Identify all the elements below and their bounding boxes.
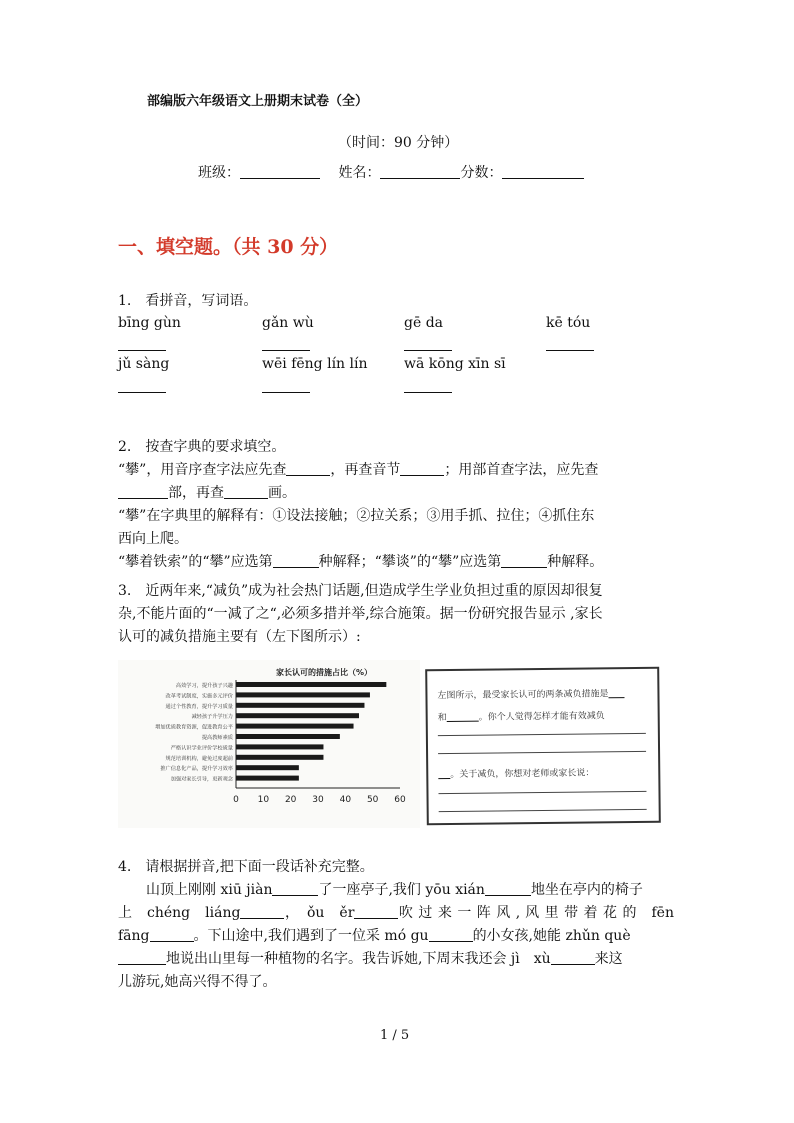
q2-line-1: “攀”，用音序查字法应先查 ，再查音节 ；用部首查字法，应先查 xyxy=(118,462,599,478)
bar-chart-svg xyxy=(118,660,420,828)
score-label: 分数： xyxy=(460,165,503,181)
chart-bar xyxy=(236,744,323,749)
q1-pinyin-3: gē da xyxy=(404,315,444,331)
chart-x-tick-label: 60 xyxy=(394,795,406,805)
page-number: 1 / 5 xyxy=(380,1028,410,1043)
bar-chart xyxy=(118,660,420,828)
class-label: 班级： xyxy=(198,165,240,181)
q1-answer-blank-4[interactable] xyxy=(546,349,594,351)
chart-category-label: 推广信息化产品，提升学习效率 xyxy=(160,766,233,773)
q4-line-2: 上 chéng liáng ， ǒu ěr 吹 过 来 一 阵 风 , 风 里 带 着 花 的 fēn xyxy=(118,905,674,921)
chart-x-tick-label: 10 xyxy=(257,795,270,805)
q4-prompt: 4. 请根据拼音,把下面一段话补充完整。 xyxy=(118,859,374,875)
q1-pinyin-2: gǎn wù xyxy=(262,315,314,331)
q1-pinyin-7: wā kōng xīn sī xyxy=(404,356,506,372)
q2-block xyxy=(118,436,674,574)
chart-bar xyxy=(236,724,354,729)
score-blank[interactable] xyxy=(502,164,584,179)
q4-blank-mogu[interactable] xyxy=(429,927,473,942)
q2-blank-meaning-1[interactable] xyxy=(273,553,319,568)
q2-blank-letter[interactable] xyxy=(286,461,330,476)
chart-x-tick-label: 0 xyxy=(233,795,239,805)
chart-category-label: 严格认识学业评价学校质量 xyxy=(170,745,233,752)
chart-bar xyxy=(236,703,364,708)
q1-answer-blank-7[interactable] xyxy=(404,391,452,393)
chart-bar xyxy=(236,692,370,697)
q4-blank-jixu[interactable] xyxy=(551,950,595,965)
section-title: 一、填空题。（共 30 分） xyxy=(118,236,339,258)
q3-box-line-1: 左图所示，最受家长认可的两条减负措施是 xyxy=(437,686,624,701)
chart-x-tick-label: 20 xyxy=(284,795,297,805)
q1-answer-blank-3[interactable] xyxy=(404,349,452,351)
chart-category-label: 规范培训机构，避免过度超前 xyxy=(165,755,233,762)
q3-box-write-line-4[interactable] xyxy=(439,809,647,812)
q4-blank-chengliang[interactable] xyxy=(240,904,284,919)
q4-blank-ouer[interactable] xyxy=(354,904,398,919)
chart-bar xyxy=(236,734,340,739)
q2-prompt: 2. 按查字典的要求填空。 xyxy=(118,439,286,455)
chart-bar xyxy=(236,776,299,781)
q1-pinyin-4: kē tóu xyxy=(546,315,591,331)
q1-answer-blank-6[interactable] xyxy=(262,391,310,393)
q3-box-line-2: 和 。你个人觉得怎样才能有效减负 xyxy=(437,711,605,724)
name-blank[interactable] xyxy=(380,164,460,179)
q2-line-5: “攀着铁索”的“攀”应选第 种解释；“攀谈”的“攀”应选第 种解释。 xyxy=(118,554,604,570)
q4-line-3: fāng 。下山途中,我们遇到了一位采 mó gu 的小女孩,她能 zhǔn què xyxy=(118,928,631,944)
q1-answer-blank-5[interactable] xyxy=(118,391,166,393)
q4-blank-zhunque[interactable] xyxy=(118,950,166,965)
chart-x-tick-label: 50 xyxy=(366,795,379,805)
chart-bar xyxy=(236,755,323,760)
q3-box-write-line-1[interactable] xyxy=(438,733,646,736)
class-blank[interactable] xyxy=(240,164,320,179)
q3-line-3: 认可的减负措施主要有（左下图所示）: xyxy=(118,629,361,645)
q4-line-1: 山顶上刚刚 xiū jiàn 了一座亭子,我们 yōu xián 地坐在亭内的椅子 xyxy=(146,882,643,898)
q3-answer-box xyxy=(425,667,661,825)
q1-pinyin-5: jǔ sàng xyxy=(118,356,170,372)
chart-category-label: 高效学习，提升孩子兴趣 xyxy=(175,683,233,689)
chart-category-label: 改革考试制度，实施多元评价 xyxy=(165,693,233,700)
exam-time: （时间：90 分钟） xyxy=(338,135,459,151)
q3-line-2: 杂,不能片面的“一减了之“,必须多措并举,综合施策。据一份研究报告显示 ,家长 xyxy=(118,606,603,622)
q3-block xyxy=(118,580,674,649)
q3-box-line-3: 。关于减负，你想对老师或家长说： xyxy=(438,765,594,780)
chart-x-tick-label: 40 xyxy=(339,795,352,805)
q4-blank-youxian[interactable] xyxy=(485,881,531,896)
q3-box-blank-1[interactable] xyxy=(608,688,624,698)
q1-answer-blank-1[interactable] xyxy=(118,349,166,351)
q2-line-2: 部，再查 画。 xyxy=(118,482,674,505)
q4-blank-xiujian[interactable] xyxy=(272,881,318,896)
q4-blank-fenfang[interactable] xyxy=(150,927,194,942)
q3-box-write-line-2[interactable] xyxy=(438,751,646,754)
q2-blank-syllable[interactable] xyxy=(400,461,444,476)
q2-blank-meaning-2[interactable] xyxy=(501,553,547,568)
chart-category-label: 增加优质教育资源，促进教育公平 xyxy=(155,724,233,731)
q1-pinyin-6: wēi fēng lín lín xyxy=(262,356,368,372)
student-info-line xyxy=(198,162,584,182)
chart-category-label: 提高教师素质 xyxy=(201,735,233,741)
chart-title: 家长认可的措施占比（%） xyxy=(276,668,373,677)
chart-category-label: 减轻孩子升学压力 xyxy=(191,714,233,721)
chart-category-label: 通过个性教育，提升学习质量 xyxy=(165,703,233,710)
chart-category-label: 加强对家长引导，更新观念 xyxy=(170,776,233,783)
q2-line-3: “攀”在字典里的解释有：①设法接触；②拉关系；③用手抓、拉住；④抓住东 xyxy=(118,508,595,524)
chart-bar xyxy=(236,682,386,687)
chart-bar xyxy=(236,713,359,718)
q4-line-5: 儿游玩,她高兴得不得了。 xyxy=(118,974,277,990)
q1-prompt: 1. 看拼音，写词语。 xyxy=(118,293,258,309)
q2-blank-radical[interactable] xyxy=(118,484,168,499)
q3-box-blank-2[interactable] xyxy=(447,712,479,722)
q4-line-4: 地说出山里每一种植物的名字。我告诉她,下周末我还会 jì xù 来这 xyxy=(118,948,674,971)
chart-bar xyxy=(236,765,299,770)
q4-block xyxy=(118,856,674,994)
q2-blank-strokes[interactable] xyxy=(224,484,268,499)
document-title: 部编版六年级语文上册期末试卷（全） xyxy=(147,94,369,109)
q1-pinyin-1: bīng gùn xyxy=(118,315,181,331)
name-label: 姓名： xyxy=(338,165,381,181)
q1-answer-blank-2[interactable] xyxy=(262,349,310,351)
q3-line-1: 3. 近两年来,“减负”成为社会热门话题,但造成学生学业负担过重的原因却很复 xyxy=(118,583,603,599)
q3-box-write-line-3[interactable] xyxy=(438,791,646,794)
q3-box-blank-3[interactable] xyxy=(438,769,450,779)
chart-x-tick-label: 30 xyxy=(312,795,324,805)
q2-line-4: 西向上爬。 xyxy=(118,531,188,547)
